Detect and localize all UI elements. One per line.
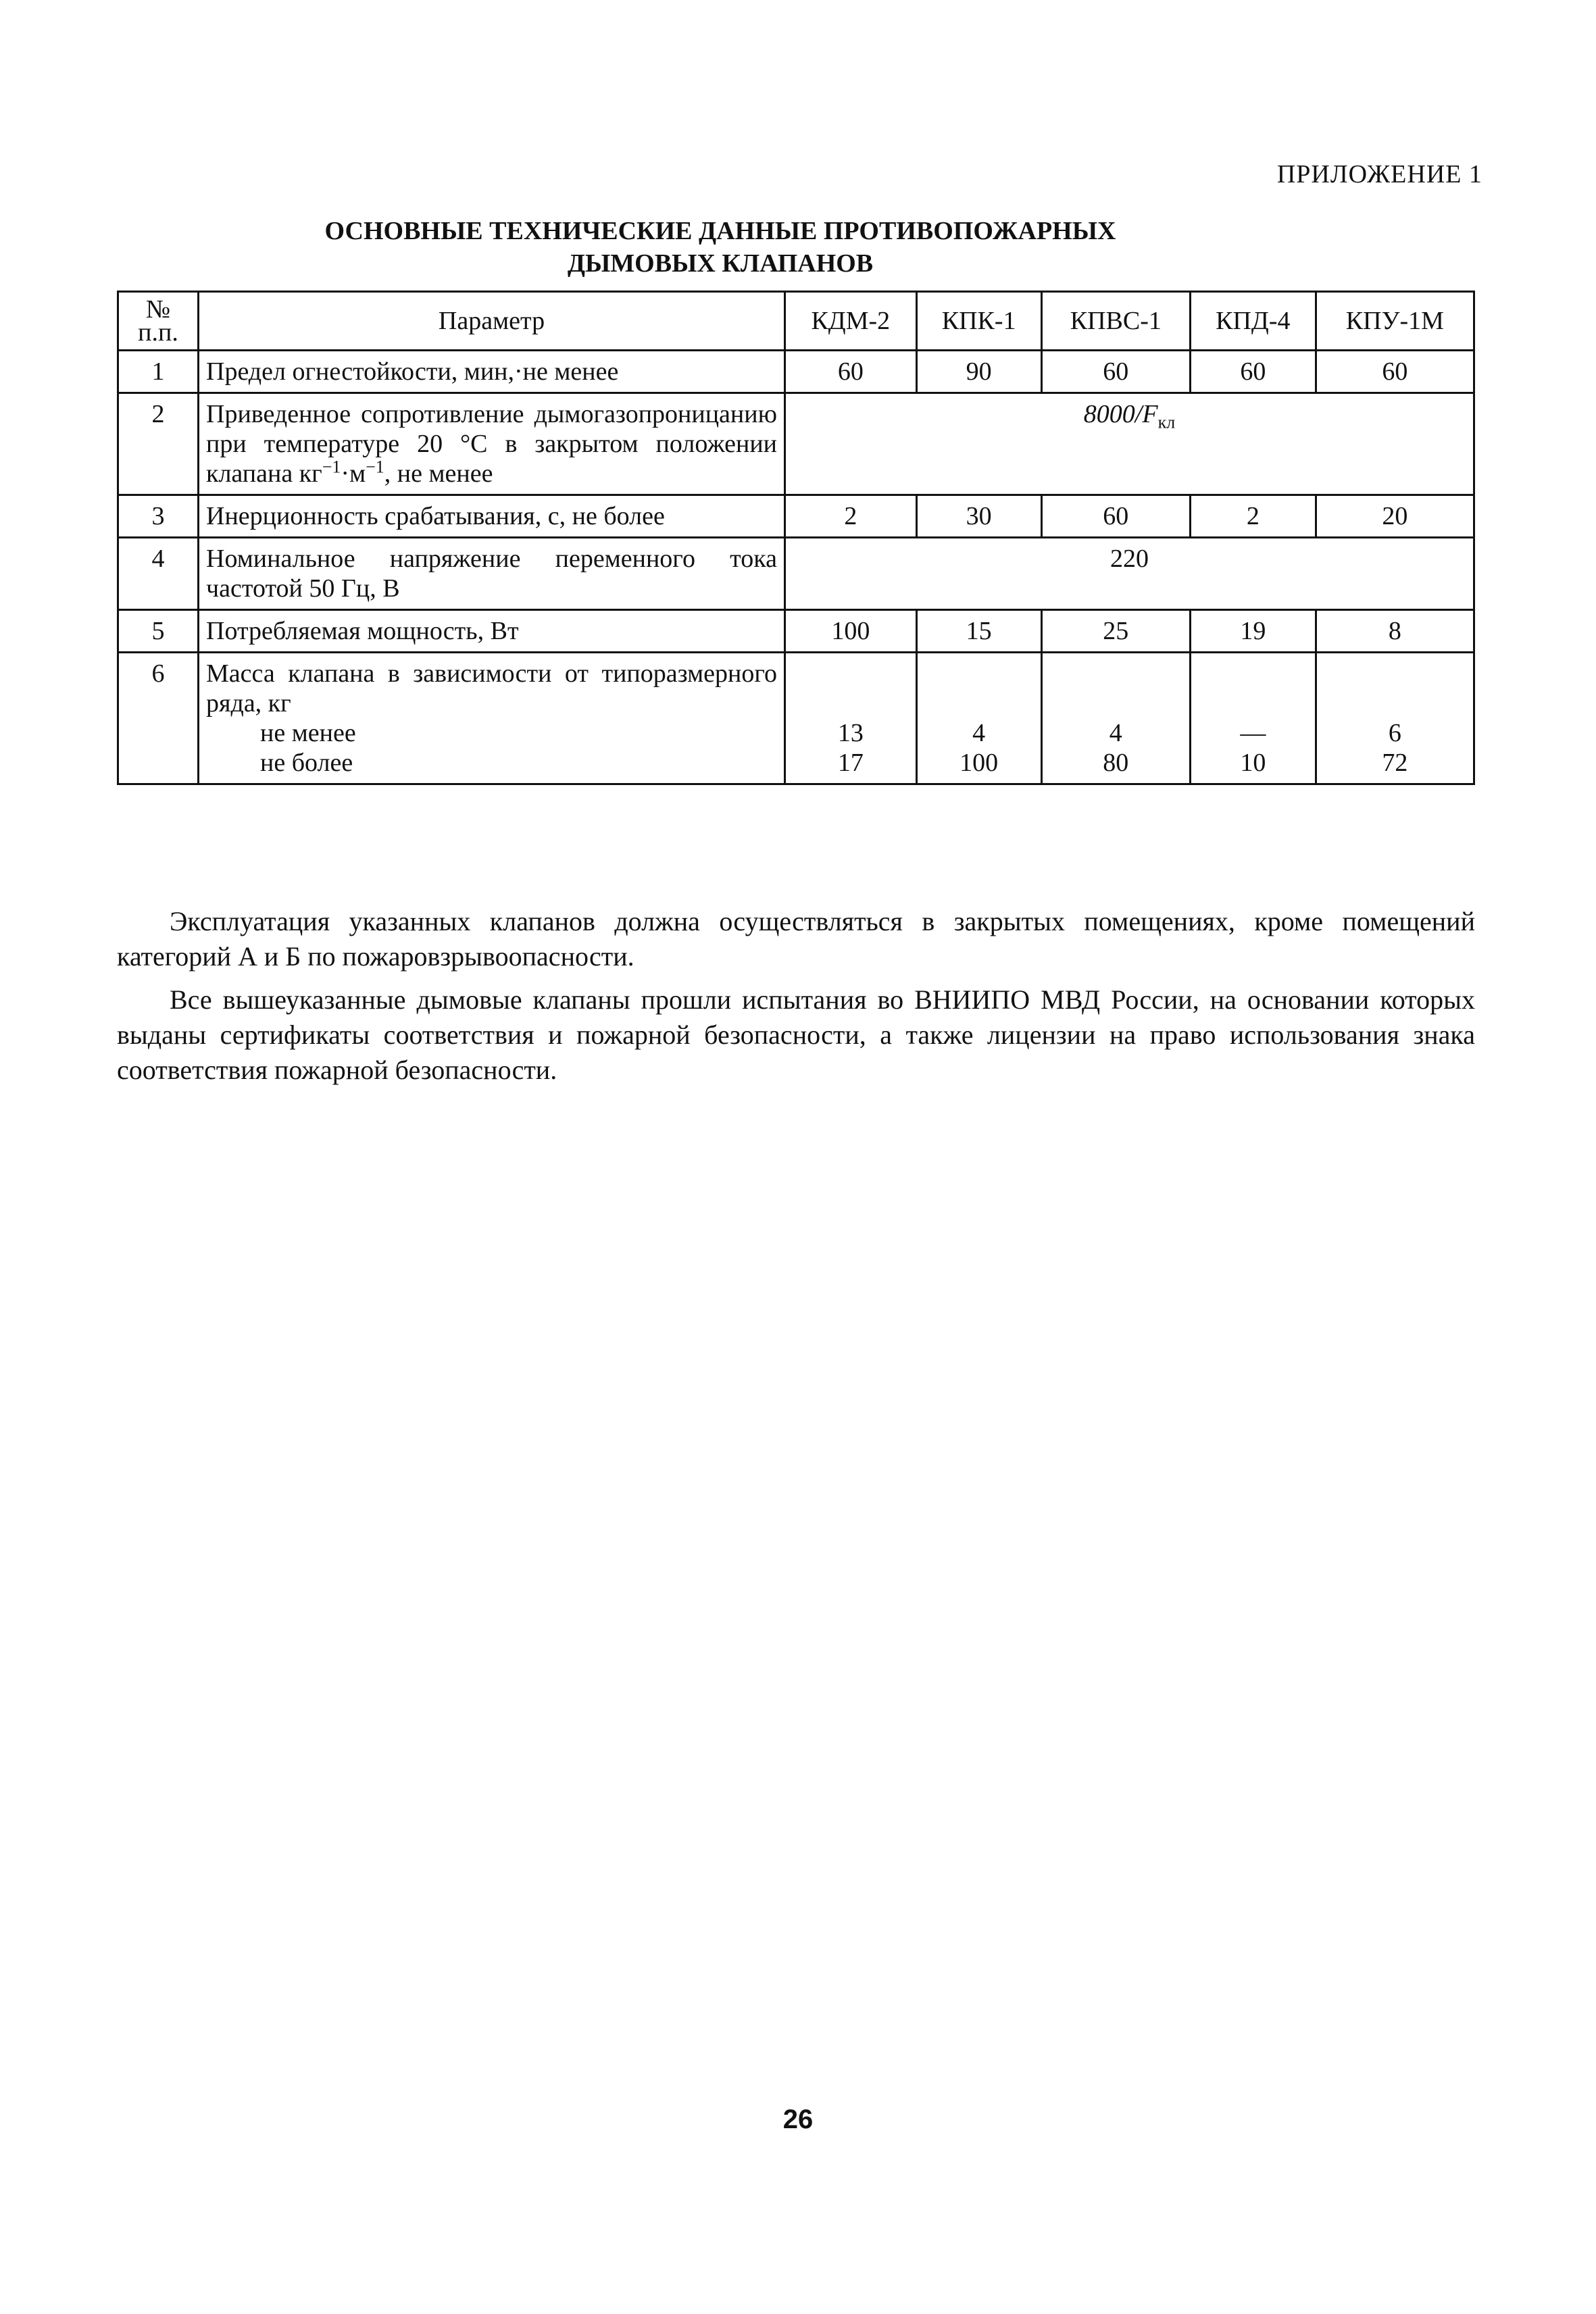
notes-section <box>117 904 1475 1096</box>
table-row <box>118 393 1474 495</box>
cell-value-stack <box>916 653 1041 784</box>
header-num-symbol: № <box>145 295 171 324</box>
param-text: Приведенное сопротивление дымогазопроницанию при температуре 20 °С в закрытом положении клапана кг <box>206 400 777 488</box>
header-num <box>118 292 199 351</box>
max-label: не более <box>260 749 353 777</box>
merged-value: 220 <box>785 538 1474 610</box>
header-model-kdm2: КДМ-2 <box>785 292 917 351</box>
cell-value: 90 <box>916 351 1041 393</box>
cell-value: 25 <box>1041 610 1190 653</box>
merged-formula: 8000/F <box>1083 400 1158 428</box>
cell-value: 19 <box>1190 610 1316 653</box>
title-line-2: ДЫМОВЫХ КЛАПАНОВ <box>567 249 874 278</box>
table-header-row <box>118 292 1474 351</box>
min-value: 13 <box>837 719 864 747</box>
row-param: Потребляемая мощность, Вт <box>199 610 785 653</box>
cell-value: 60 <box>1041 351 1190 393</box>
cell-value: 30 <box>916 495 1041 538</box>
header-model-kpd4: КПД-4 <box>1190 292 1316 351</box>
min-value: 6 <box>1388 719 1401 747</box>
formula-subscript: кл <box>1157 412 1176 432</box>
row-num: 1 <box>118 351 199 393</box>
param-text: , не менее <box>384 459 493 488</box>
cell-value: 60 <box>1316 351 1474 393</box>
document-title <box>0 215 1596 280</box>
row-param: Инерционность срабатывания, с, не более <box>199 495 785 538</box>
row-param <box>199 393 785 495</box>
cell-value: 100 <box>785 610 917 653</box>
cell-value: 60 <box>785 351 917 393</box>
table-row <box>118 495 1474 538</box>
min-value: 4 <box>972 719 986 747</box>
param-superscript: −1 <box>322 457 341 477</box>
paragraph: Все вышеуказанные дымовые клапаны прошли испытания во ВНИИПО МВД России, на основании которых выданы сертификаты соответствия и пожарной безопасности, а также лицензии на право использования знака соответствия пожарной безопасности. <box>117 984 1475 1085</box>
page-number: 26 <box>782 2105 814 2134</box>
cell-value-stack <box>785 653 917 784</box>
cell-value-stack <box>1041 653 1190 784</box>
max-value: 17 <box>837 749 864 777</box>
param-text: ·м <box>341 459 366 488</box>
merged-value <box>785 393 1474 495</box>
max-value: 72 <box>1382 749 1408 777</box>
cell-value: 8 <box>1316 610 1474 653</box>
cell-value: 60 <box>1041 495 1190 538</box>
cell-value-stack <box>1316 653 1474 784</box>
header-num-abbr: п.п. <box>138 318 178 347</box>
header-param: Параметр <box>199 292 785 351</box>
max-value: 100 <box>959 749 999 777</box>
min-value: 4 <box>1109 719 1122 747</box>
row-num: 3 <box>118 495 199 538</box>
min-label: не менее <box>260 719 356 747</box>
row-param: Предел огнестойкости, мин,·не менее <box>199 351 785 393</box>
table-row <box>118 351 1474 393</box>
row-param: Номинальное напряжение переменного тока частотой 50 Гц, В <box>199 538 785 610</box>
row-num: 4 <box>118 538 199 610</box>
min-value: — <box>1240 719 1266 747</box>
table-row <box>118 653 1474 784</box>
max-value: 10 <box>1240 749 1266 777</box>
header-model-kpvs1: КПВС-1 <box>1041 292 1190 351</box>
table-row <box>118 610 1474 653</box>
title-line-1: ОСНОВНЫЕ ТЕХНИЧЕСКИЕ ДАННЫЕ ПРОТИВОПОЖАРНЫХ <box>324 217 1116 245</box>
row-num: 2 <box>118 393 199 495</box>
cell-value: 60 <box>1190 351 1316 393</box>
row-num: 6 <box>118 653 199 784</box>
header-model-kpu1m: КПУ-1М <box>1316 292 1474 351</box>
table-row <box>118 538 1474 610</box>
cell-value: 20 <box>1316 495 1474 538</box>
header-model-kpk1: КПК-1 <box>916 292 1041 351</box>
cell-value: 2 <box>1190 495 1316 538</box>
row-param <box>199 653 785 784</box>
param-superscript: −1 <box>366 457 384 477</box>
cell-value: 2 <box>785 495 917 538</box>
appendix-label: ПРИЛОЖЕНИЕ 1 <box>1276 160 1482 188</box>
cell-value: 15 <box>916 610 1041 653</box>
param-text: Масса клапана в зависимости от типоразмерного ряда, кг <box>206 659 777 718</box>
cell-value-stack <box>1190 653 1316 784</box>
specs-table <box>117 291 1475 785</box>
paragraph: Эксплуатация указанных клапанов должна осуществляться в закрытых помещениях, кроме помещений категорий А и Б по пожаровзрывоопасности. <box>117 906 1475 972</box>
row-num: 5 <box>118 610 199 653</box>
max-value: 80 <box>1103 749 1129 777</box>
